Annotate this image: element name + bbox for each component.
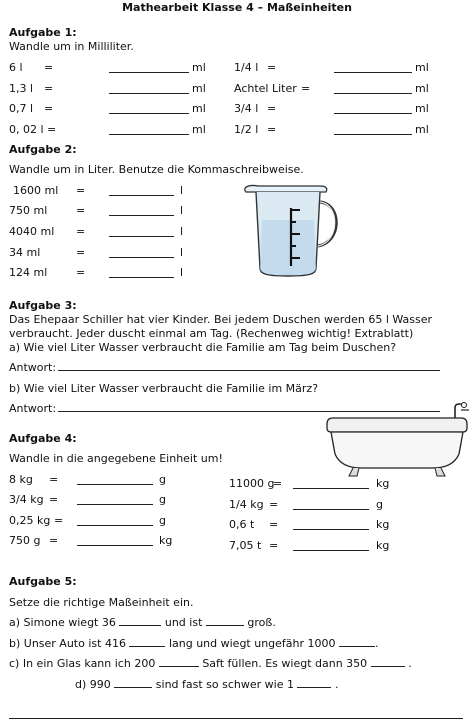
bathtub-illustration	[323, 402, 471, 482]
item-equals: =	[44, 102, 54, 115]
item-quantity: 3/4 l	[234, 102, 259, 115]
item-quantity: 0,25 kg	[9, 514, 51, 527]
answer-blank[interactable]	[109, 268, 174, 278]
task-1-heading: Aufgabe 1:	[9, 26, 77, 39]
item-quantity: 4040 ml	[9, 225, 55, 238]
answer-blank[interactable]	[293, 520, 369, 530]
item-quantity: Achtel Liter	[234, 82, 297, 95]
item-equals: =	[267, 123, 277, 136]
page-title: Mathearbeit Klasse 4 – Maßeinheiten	[122, 1, 352, 14]
answer-blank[interactable]	[109, 206, 174, 216]
item-equals: =	[49, 493, 59, 506]
answer-blank[interactable]	[371, 657, 405, 667]
measuring-jug-illustration	[238, 180, 348, 280]
item-quantity: 0,7 l	[9, 102, 34, 115]
item-unit: ml	[415, 102, 429, 115]
item-quantity: 1600 ml	[13, 184, 59, 197]
answer-blank[interactable]	[119, 616, 161, 626]
answer-blank[interactable]	[293, 541, 369, 551]
item-quantity: 0, 02 l =	[9, 123, 57, 136]
answer-blank[interactable]	[293, 479, 369, 489]
answer-label-b: Antwort:	[9, 402, 57, 415]
item-unit: g	[376, 498, 383, 511]
answer-blank[interactable]	[297, 678, 331, 688]
item-quantity: 1/2 l	[234, 123, 259, 136]
item-unit: kg	[376, 539, 390, 552]
answer-blank[interactable]	[206, 616, 244, 626]
item-unit: ml	[415, 123, 429, 136]
item-unit: ml	[192, 82, 206, 95]
item-unit: ml	[192, 61, 206, 74]
item-equals: =	[267, 102, 277, 115]
answer-blank[interactable]	[77, 495, 153, 505]
answer-blank[interactable]	[334, 125, 412, 135]
answer-blank[interactable]	[109, 186, 174, 196]
item-quantity: 0,6 t	[229, 518, 255, 531]
item-unit: g	[159, 514, 166, 527]
sentence-part: .	[334, 678, 339, 691]
sentence-part: .	[375, 637, 379, 650]
task-5-instruction: Setze die richtige Maßeinheit ein.	[9, 596, 194, 609]
sentence-part: lang und wiegt ungefähr 1000	[168, 637, 336, 650]
task-5-sentence-d	[75, 678, 338, 691]
answer-blank[interactable]	[109, 125, 189, 135]
answer-blank[interactable]	[77, 475, 153, 485]
item-equals: =	[76, 246, 86, 259]
sentence-part: sind fast so schwer wie 1	[155, 678, 294, 691]
answer-blank[interactable]	[114, 678, 152, 688]
item-quantity: 8 kg	[9, 473, 33, 486]
item-unit: l	[180, 266, 184, 279]
task-3-heading: Aufgabe 3:	[9, 299, 77, 312]
item-equals: =	[76, 184, 86, 197]
item-unit: l	[180, 204, 184, 217]
answer-label-a: Antwort:	[9, 361, 57, 374]
item-quantity: 124 ml	[9, 266, 48, 279]
answer-line-a[interactable]	[58, 370, 440, 371]
task-2-heading: Aufgabe 2:	[9, 143, 77, 156]
task-3-question-a: a) Wie viel Liter Wasser verbraucht die Familie am Tag beim Duschen?	[9, 341, 397, 354]
task-5-sentence-a	[9, 616, 276, 629]
item-quantity: 6 l	[9, 61, 23, 74]
item-equals: =	[44, 61, 54, 74]
item-equals: =	[269, 518, 279, 531]
item-equals: =	[49, 473, 59, 486]
item-unit: ml	[415, 82, 429, 95]
item-quantity: 3/4 kg	[9, 493, 44, 506]
item-unit: l	[180, 246, 184, 259]
task-5-sentence-b	[9, 637, 379, 650]
item-equals: =	[301, 82, 311, 95]
task-1-instruction: Wandle um in Milliliter.	[9, 40, 134, 53]
item-equals: =	[44, 82, 54, 95]
answer-blank[interactable]	[77, 536, 153, 546]
item-quantity: 750 g	[9, 534, 41, 547]
item-quantity: 34 ml	[9, 246, 41, 259]
item-equals: =	[76, 266, 86, 279]
sentence-part: b) Unser Auto ist 416	[9, 637, 126, 650]
item-unit: kg	[376, 477, 390, 490]
bottom-line[interactable]	[9, 718, 463, 719]
item-equals: =	[269, 498, 279, 511]
item-equals: =	[54, 514, 64, 527]
item-quantity: 1,3 l	[9, 82, 34, 95]
item-unit: l	[180, 225, 184, 238]
sentence-part: a) Simone wiegt 36	[9, 616, 116, 629]
item-unit: g	[159, 473, 166, 486]
answer-blank[interactable]	[334, 104, 412, 114]
item-unit: ml	[192, 102, 206, 115]
sentence-part: .	[408, 657, 412, 670]
item-unit: g	[159, 493, 166, 506]
item-unit: ml	[415, 61, 429, 74]
answer-blank[interactable]	[77, 516, 153, 526]
answer-blank[interactable]	[109, 227, 174, 237]
sentence-part: Saft füllen. Es wiegt dann 350	[202, 657, 368, 670]
item-equals: =	[269, 539, 279, 552]
sentence-part: d) 990	[75, 678, 111, 691]
item-equals: =	[76, 204, 86, 217]
item-equals: =	[267, 61, 277, 74]
answer-blank[interactable]	[129, 637, 165, 647]
answer-blank[interactable]	[109, 84, 189, 94]
answer-blank[interactable]	[109, 248, 174, 258]
item-unit: l	[180, 184, 184, 197]
item-equals: =	[76, 225, 86, 238]
answer-blank[interactable]	[109, 104, 189, 114]
sentence-part: groß.	[247, 616, 276, 629]
item-equals: =	[49, 534, 59, 547]
sentence-part: c) In ein Glas kann ich 200	[9, 657, 156, 670]
task-5-heading: Aufgabe 5:	[9, 575, 77, 588]
task-4-instruction: Wandle in die angegebene Einheit um!	[9, 452, 223, 465]
item-unit: kg	[376, 518, 390, 531]
task-3-text-line-2: verbraucht. Jeder duscht einmal am Tag. (Rechenweg wichtig! Extrablatt)	[9, 327, 414, 340]
item-equals: =	[273, 477, 283, 490]
item-quantity: 750 ml	[9, 204, 48, 217]
answer-blank[interactable]	[293, 500, 369, 510]
item-quantity: 7,05 t	[229, 539, 262, 552]
answer-blank[interactable]	[334, 84, 412, 94]
answer-blank[interactable]	[159, 657, 199, 667]
item-unit: kg	[159, 534, 173, 547]
answer-blank[interactable]	[334, 63, 412, 73]
task-2-instruction: Wandle um in Liter. Benutze die Kommaschreibweise.	[9, 163, 304, 176]
task-4-heading: Aufgabe 4:	[9, 432, 77, 445]
item-unit: ml	[192, 123, 206, 136]
item-quantity: 1/4 kg	[229, 498, 264, 511]
answer-blank[interactable]	[109, 63, 189, 73]
item-quantity: 11000 g	[229, 477, 275, 490]
item-quantity: 1/4 l	[234, 61, 259, 74]
task-3-text-line-1: Das Ehepaar Schiller hat vier Kinder. Bei jedem Duschen werden 65 l Wasser	[9, 313, 433, 326]
task-5-sentence-c	[9, 657, 412, 670]
answer-blank[interactable]	[339, 637, 375, 647]
task-3-question-b: b) Wie viel Liter Wasser verbraucht die Familie im März?	[9, 382, 319, 395]
sentence-part: und ist	[164, 616, 203, 629]
